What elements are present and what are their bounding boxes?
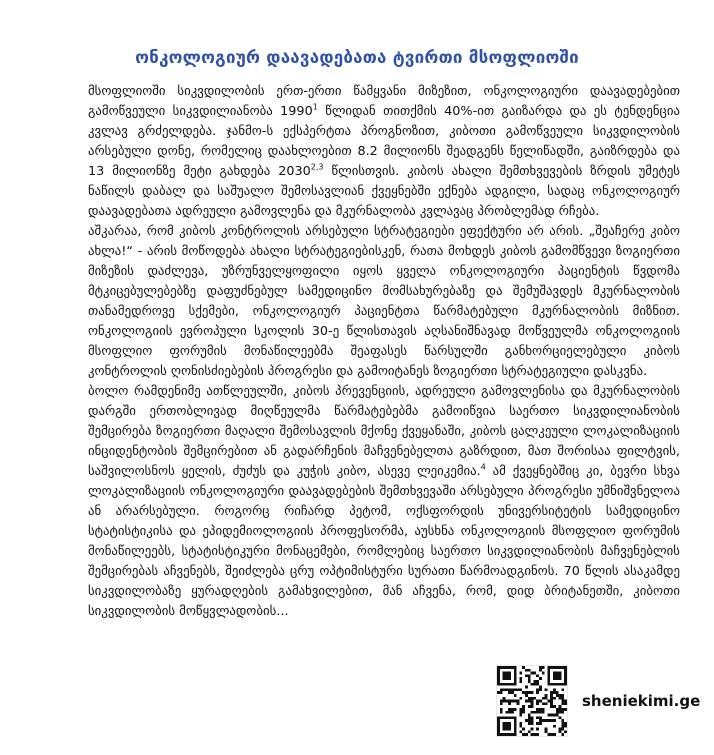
footnote-ref-2-3: 2,3: [310, 162, 324, 172]
paragraph-1: [88, 82, 680, 222]
footnote-ref-4: 4: [480, 462, 486, 472]
paragraph-2: აშკარაა, რომ კიბოს კონტროლის არსებული სტრატეგიები ეფექტური არ არის. „შეაჩერე კიბო ახლა!“ - არის მოწოდება ახალი სტრატეგიებისკენ, რათა მოხდეს კიბოს გამომწვევი ზოგიერთი მიზეზის დაძლევა, უზრუნველყოფილი იყოს ყველა ონკოლოგიური პაციენტის წვდომა მტკიცებულებებზე დაფუძნებულ სამედიცინო მომსახურებაზე და შემუშავდეს მკურნალობის თანამედროვე სქემები, ონკოლოგიურ პაციენტთა წარმატებული მკურნალობის მიზნით. ონკოლოგიის ევროპული სკოლის 30-ე წლისთავის აღსანიშნავად მოწვეულმა ონკოლოგიის მსოფლიო ფორუმის მონაწილეებმა შეაფასეს წარსულში განხორციელებული კიბოს კონტროლის ღონისძიებების პროგრესი და გამოიტანეს ზოგიერთი სტრატეგიული დასკვნა.: [88, 224, 680, 379]
p1-text-c: წლისთვის. კიბოს ახალი შემთხვევების ზრდის უმეტეს ნაწილს დაბალ და საშუალო შემოსავლიან ქვეყნებში ექნება ადგილი, სადაც ონკოლოგიურ დაავადებათა ადრეული გამოვლენა და მკურნალობა კვლავაც პრობლემად რჩება.: [88, 164, 680, 219]
paragraph-3: [88, 382, 680, 622]
p1-text-a: მსოფლიოში სიკვდილობის ერთ-ერთი წამყვანი მიზეზით, ონკოლოგიური დაავადებებით გამოწვეული სიკვდილიანობა 1990: [88, 84, 680, 119]
document-title: ონკოლოგიურ დაავადებათა ტვირთი მსოფლიოში: [135, 48, 579, 68]
document-body: [88, 82, 680, 622]
qr-code-icon: [496, 665, 568, 737]
footnote-ref-1: 1: [312, 102, 318, 112]
p1-text-b: წლიდან თითქმის 40%-ით გაიზარდა და ეს ტენდენცია კვლავ გრძელდება. ჯანმო-ს ექსპერტთა პროგნოზით, კიბოთი გამოწვეული სიკვდილობის არსებული დონე, რომელიც დაახლოებით 8.2 მილიონს შეადგენს წელიწადში, გაიზრდება და 13 მილიონზე მეტი გახდება 2030: [88, 104, 680, 179]
p3-text-b: ამ ქვეყნებშიც კი, ბევრი სხვა ლოკალიზაციის ონკოლოგიური დაავადებების შემთხვევაში არსებული პროგრესი უმნიშვნელოა ან არარსებული. როგორც რიჩარდ პეტომ, ოქსფორდის უნივერსიტეტის სამედიცინო სტატისტიკისა და ეპიდემიოლოგიის პროფესორმა, აუსხნა ონკოლოგიის მსოფლიო ფორუმის მონაწილეებს, სტატისტიკური მონაცემები, რომლებიც საერთო სიკვდილიანობის მაჩვენებლის შემცირებას აჩვენებს, შეიძლება ცრუ ოპტიმისტური სურათი წარმოადგინოს. 70 წლის ასაკამდე სიკვდილობაზე ყურადღების გამახვილებით, მან აჩვენა, რომ, დიდ ბრიტანეთში, კიბოთი სიკვდილობის მოწყვლადობის...: [88, 464, 680, 619]
brand-watermark: sheniekimi.ge: [578, 692, 704, 710]
p3-text-a: ბოლო რამდენიმე ათწლეულში, კიბოს პრევენციის, ადრეული გამოვლენისა და მკურნალობის დარგში ერთობლივად მიღწეულმა წარმატებებმა გამოიწვია საერთო სიკვდილიანობის შემცირება ზოგიერთი მაღალი შემოსავლის მქონე ქვეყანაში, კიბოს ცალკეული ლოკალიზაციის ინციდენტობის შემცირებით ან გადარჩენის მაჩვენებელთა გაზრდით, მათ შორისაა ფილტვის, საშვილოსნოს ყელის, ძუძუს და კუჭის კიბო, ასევე ლეიკემია.: [88, 384, 680, 479]
